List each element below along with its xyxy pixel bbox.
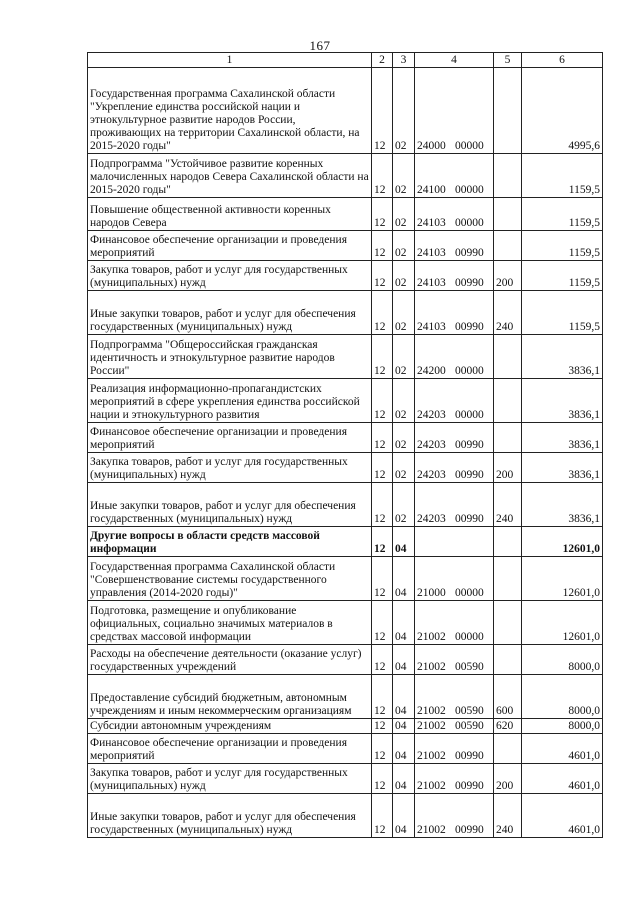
expense-type-code [494, 198, 522, 231]
amount-value: 1159,5 [522, 231, 603, 261]
subsection-code: 04 [393, 557, 415, 601]
row-name: Подготовка, размещение и опубликование официальных, социально значимых материалов в средствах массовой информации [88, 601, 372, 645]
program-code: 24103 [417, 321, 446, 333]
program-code: 24200 [417, 365, 446, 377]
table-row [88, 231, 603, 261]
program-code: 21002 [417, 720, 446, 732]
section-code: 12 [372, 154, 393, 198]
expense-type-code [494, 231, 522, 261]
direction-code: 00990 [455, 247, 484, 259]
target-article-code [415, 154, 494, 198]
section-code: 12 [372, 719, 393, 734]
row-name: Другие вопросы в области средств массовой информации [88, 527, 372, 557]
direction-code: 00000 [455, 140, 484, 152]
target-article-code [415, 527, 494, 557]
amount-value: 4601,0 [522, 794, 603, 838]
expense-type-code [494, 645, 522, 675]
amount-value: 3836,1 [522, 423, 603, 453]
section-code: 12 [372, 527, 393, 557]
section-code: 12 [372, 379, 393, 423]
section-code: 12 [372, 645, 393, 675]
subsection-code: 02 [393, 453, 415, 483]
amount-value: 8000,0 [522, 675, 603, 719]
program-code: 21002 [417, 631, 446, 643]
expense-type-code: 240 [494, 291, 522, 335]
row-name: Расходы на обеспечение деятельности (оказание услуг) государственных учреждений [88, 645, 372, 675]
target-article-code [415, 261, 494, 291]
target-article-code [415, 291, 494, 335]
row-name: Финансовое обеспечение организации и проведения мероприятий [88, 734, 372, 764]
expense-type-code [494, 734, 522, 764]
table-row [88, 261, 603, 291]
row-name: Государственная программа Сахалинской области "Укрепление единства российской нации и этнокультурное развитие народов России, проживающих на территории Сахалинской области, на 2015-2020 годы" [88, 68, 372, 154]
section-code: 12 [372, 734, 393, 764]
section-code: 12 [372, 68, 393, 154]
table-row [88, 483, 603, 527]
row-name: Подпрограмма "Общероссийская гражданская идентичность и этнокультурное развитие народов России" [88, 335, 372, 379]
section-code: 12 [372, 557, 393, 601]
table-row [88, 68, 603, 154]
direction-code: 00000 [455, 409, 484, 421]
table-row [88, 423, 603, 453]
expense-type-code: 240 [494, 794, 522, 838]
page-number: 167 [309, 38, 331, 53]
amount-value: 8000,0 [522, 719, 603, 734]
row-name: Субсидии автономным учреждениям [88, 719, 372, 734]
program-code: 21002 [417, 750, 446, 762]
target-article-code [415, 423, 494, 453]
amount-value: 1159,5 [522, 154, 603, 198]
target-article-code [415, 764, 494, 794]
subsection-code: 02 [393, 231, 415, 261]
section-code: 12 [372, 231, 393, 261]
expense-type-code: 200 [494, 261, 522, 291]
section-code: 12 [372, 261, 393, 291]
table-row [88, 675, 603, 719]
expense-type-code [494, 379, 522, 423]
table-row [88, 794, 603, 838]
subsection-code: 02 [393, 154, 415, 198]
direction-code: 00990 [455, 750, 484, 762]
subsection-code: 02 [393, 335, 415, 379]
direction-code: 00000 [455, 184, 484, 196]
subsection-code: 02 [393, 261, 415, 291]
section-code: 12 [372, 601, 393, 645]
expense-type-code: 200 [494, 764, 522, 794]
direction-code: 00590 [455, 661, 484, 673]
table-row [88, 335, 603, 379]
expense-type-code: 620 [494, 719, 522, 734]
section-code: 12 [372, 335, 393, 379]
column-header: 4 [415, 53, 494, 68]
target-article-code [415, 675, 494, 719]
direction-code: 00990 [455, 513, 484, 525]
program-code: 21002 [417, 824, 446, 836]
direction-code: 00990 [455, 780, 484, 792]
subsection-code: 04 [393, 734, 415, 764]
table-row [88, 198, 603, 231]
column-header: 2 [372, 53, 393, 68]
amount-value: 1159,5 [522, 291, 603, 335]
target-article-code [415, 379, 494, 423]
direction-code: 00990 [455, 824, 484, 836]
subsection-code: 04 [393, 794, 415, 838]
section-code: 12 [372, 675, 393, 719]
subsection-code: 02 [393, 198, 415, 231]
subsection-code: 04 [393, 527, 415, 557]
table-row [88, 527, 603, 557]
section-code: 12 [372, 483, 393, 527]
direction-code: 00990 [455, 321, 484, 333]
section-code: 12 [372, 423, 393, 453]
section-code: 12 [372, 453, 393, 483]
expense-type-code [494, 527, 522, 557]
program-code: 21002 [417, 780, 446, 792]
target-article-code [415, 601, 494, 645]
row-name: Реализация информационно-пропагандистских мероприятий в сфере укрепления единства российской нации и этнокультурного развития [88, 379, 372, 423]
target-article-code [415, 557, 494, 601]
target-article-code [415, 794, 494, 838]
program-code: 24000 [417, 140, 446, 152]
target-article-code [415, 719, 494, 734]
expense-type-code: 240 [494, 483, 522, 527]
subsection-code: 02 [393, 483, 415, 527]
table-row [88, 764, 603, 794]
expense-type-code: 200 [494, 453, 522, 483]
program-code: 24203 [417, 439, 446, 451]
direction-code: 00590 [455, 705, 484, 717]
target-article-code [415, 645, 494, 675]
table-row [88, 453, 603, 483]
table-row [88, 154, 603, 198]
column-header: 6 [522, 53, 603, 68]
direction-code: 00990 [455, 277, 484, 289]
table-row [88, 379, 603, 423]
subsection-code: 02 [393, 291, 415, 335]
budget-table [87, 52, 603, 838]
amount-value: 1159,5 [522, 261, 603, 291]
direction-code: 00000 [455, 631, 484, 643]
table-row [88, 557, 603, 601]
direction-code: 00000 [455, 587, 484, 599]
amount-value: 1159,5 [522, 198, 603, 231]
target-article-code [415, 231, 494, 261]
subsection-code: 04 [393, 601, 415, 645]
row-name: Повышение общественной активности коренных народов Севера [88, 198, 372, 231]
program-code: 24203 [417, 513, 446, 525]
subsection-code: 02 [393, 379, 415, 423]
program-code: 24103 [417, 277, 446, 289]
subsection-code: 04 [393, 764, 415, 794]
target-article-code [415, 453, 494, 483]
program-code: 24103 [417, 217, 446, 229]
table-row [88, 734, 603, 764]
expense-type-code [494, 557, 522, 601]
row-name: Иные закупки товаров, работ и услуг для обеспечения государственных (муниципальных) нужд [88, 483, 372, 527]
row-name: Закупка товаров, работ и услуг для государственных (муниципальных) нужд [88, 764, 372, 794]
row-name: Иные закупки товаров, работ и услуг для обеспечения государственных (муниципальных) нужд [88, 794, 372, 838]
direction-code: 00990 [455, 469, 484, 481]
program-code: 24203 [417, 469, 446, 481]
row-name: Финансовое обеспечение организации и проведения мероприятий [88, 423, 372, 453]
row-name: Предоставление субсидий бюджетным, автономным учреждениям и иным некоммерческим организациям [88, 675, 372, 719]
subsection-code: 04 [393, 645, 415, 675]
row-name: Финансовое обеспечение организации и проведения мероприятий [88, 231, 372, 261]
program-code: 24100 [417, 184, 446, 196]
amount-value: 4601,0 [522, 734, 603, 764]
program-code: 21000 [417, 587, 446, 599]
expense-type-code: 600 [494, 675, 522, 719]
subsection-code: 02 [393, 68, 415, 154]
row-name: Подпрограмма "Устойчивое развитие коренных малочисленных народов Севера Сахалинской области на 2015-2020 годы" [88, 154, 372, 198]
row-name: Закупка товаров, работ и услуг для государственных (муниципальных) нужд [88, 261, 372, 291]
expense-type-code [494, 68, 522, 154]
section-code: 12 [372, 794, 393, 838]
amount-value: 4601,0 [522, 764, 603, 794]
amount-value: 3836,1 [522, 335, 603, 379]
program-code: 24203 [417, 409, 446, 421]
table-row [88, 601, 603, 645]
program-code: 24103 [417, 247, 446, 259]
amount-value: 3836,1 [522, 483, 603, 527]
row-name: Закупка товаров, работ и услуг для государственных (муниципальных) нужд [88, 453, 372, 483]
column-header: 1 [88, 53, 372, 68]
direction-code: 00000 [455, 217, 484, 229]
column-header: 5 [494, 53, 522, 68]
subsection-code: 02 [393, 423, 415, 453]
expense-type-code [494, 154, 522, 198]
table-row [88, 645, 603, 675]
amount-value: 12601,0 [522, 527, 603, 557]
column-header: 3 [393, 53, 415, 68]
amount-value: 4995,6 [522, 68, 603, 154]
direction-code: 00590 [455, 720, 484, 732]
amount-value: 3836,1 [522, 453, 603, 483]
target-article-code [415, 68, 494, 154]
table-row [88, 291, 603, 335]
amount-value: 8000,0 [522, 645, 603, 675]
expense-type-code [494, 423, 522, 453]
direction-code: 00000 [455, 365, 484, 377]
target-article-code [415, 198, 494, 231]
row-name: Иные закупки товаров, работ и услуг для обеспечения государственных (муниципальных) нужд [88, 291, 372, 335]
amount-value: 12601,0 [522, 557, 603, 601]
subsection-code: 04 [393, 719, 415, 734]
amount-value: 3836,1 [522, 379, 603, 423]
subsection-code: 04 [393, 675, 415, 719]
section-code: 12 [372, 198, 393, 231]
row-name: Государственная программа Сахалинской области "Совершенствование системы государственного управления (2014-2020 годы)" [88, 557, 372, 601]
target-article-code [415, 483, 494, 527]
amount-value: 12601,0 [522, 601, 603, 645]
section-code: 12 [372, 764, 393, 794]
expense-type-code [494, 601, 522, 645]
section-code: 12 [372, 291, 393, 335]
direction-code: 00990 [455, 439, 484, 451]
expense-type-code [494, 335, 522, 379]
target-article-code [415, 734, 494, 764]
program-code: 21002 [417, 661, 446, 673]
header-row [88, 53, 603, 68]
program-code: 21002 [417, 705, 446, 717]
table-row [88, 719, 603, 734]
target-article-code [415, 335, 494, 379]
